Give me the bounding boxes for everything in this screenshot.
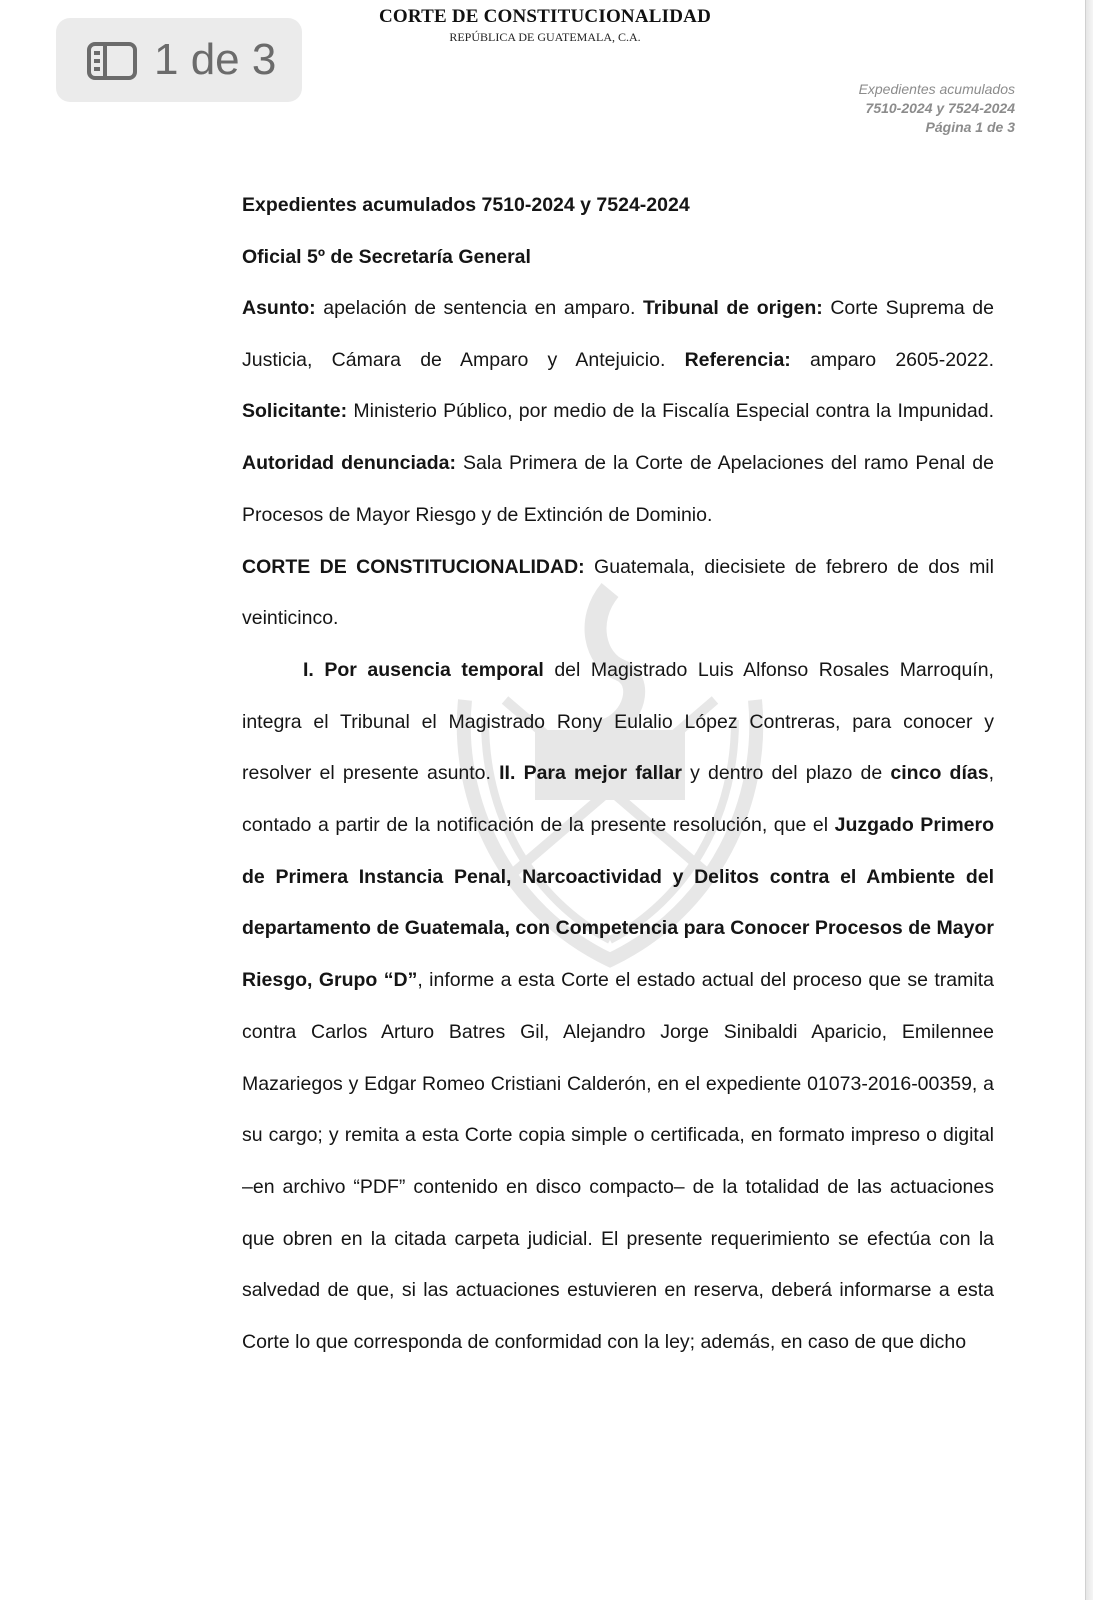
- p2-label: II. Para mejor fallar: [499, 762, 682, 785]
- p2-text-c: , informe a esta Corte el estado actual del proceso que se tramita contra Carlos Arturo Batres Gil, Alejandro Jorge Sinibaldi Aparicio, Emilennee Mazariegos y Edgar Romeo Cristiani Calderón, en el expediente 01073-2016-00359, a su cargo; y remita a esta Corte copia simple o certificada, en formato impreso o digital –en archivo “PDF” contenido en disco compacto– de la totalidad de las actuaciones que obren en la citada carpeta judicial. El presente requerimiento se efectúa con la salvedad de que, si las actuaciones estuvieren en reserva, deberá informarse a esta Corte lo que corresponda de conformidad con la ley; además, en caso de que dicho: [242, 969, 994, 1354]
- document-body: [242, 179, 994, 1369]
- tribunal-label: Tribunal de origen:: [642, 297, 823, 319]
- asunto-label: Asunto:: [242, 297, 316, 319]
- p2-text-b: , contado a partir de la notificación de la presente resolución, que el: [242, 762, 994, 837]
- p2-juzgado: Juzgado Primero de Primera Instancia Penal, Narcoactividad y Delitos contra el Ambiente del departamento de Guatemala, con Competencia para Conocer Procesos de Mayor Riesgo, Grupo “D”: [242, 814, 995, 992]
- heading-expedientes: Expedientes acumulados 7510-2024 y 7524-2024: [242, 194, 690, 216]
- autoridad-label: Autoridad denunciada:: [242, 452, 456, 475]
- dateline-text: Guatemala, diecisiete de febrero de dos mil veinticinco.: [242, 555, 994, 630]
- sidebar-toggle-icon[interactable]: [86, 41, 138, 81]
- court-subtitle: REPÚBLICA DE GUATEMALA, C.A.: [449, 30, 641, 44]
- referencia-text: amparo 2605-2022.: [790, 348, 994, 371]
- top-reference-line3: Página 1 de 3: [925, 119, 1015, 135]
- dateline: [242, 542, 994, 645]
- resolution-body: [242, 645, 994, 1369]
- p1-label: I. Por ausencia temporal: [303, 658, 544, 681]
- solicitante-text: Ministerio Público, por medio de la Fiscalía Especial contra la Impunidad.: [347, 400, 994, 423]
- referencia-label: Referencia:: [684, 348, 791, 371]
- case-summary: [242, 283, 994, 542]
- page-counter-text: 1 de 3: [154, 35, 277, 84]
- top-reference-line1: Expedientes acumulados: [858, 81, 1015, 97]
- court-title: CORTE DE CONSTITUCIONALIDAD: [378, 6, 711, 27]
- page-edge: [1085, 0, 1093, 1600]
- asunto-text: apelación de sentencia en amparo.: [315, 297, 643, 319]
- p1-text: del Magistrado Luis Alfonso Rosales Marroquín, integra el Tribunal el Magistrado Rony Eulalio López Contreras, para conocer y resolver el presente asunto.: [242, 658, 994, 785]
- solicitante-label: Solicitante:: [242, 400, 348, 423]
- dateline-label: CORTE DE CONSTITUCIONALIDAD:: [242, 555, 585, 578]
- p2-cinco-dias: cinco días: [890, 762, 989, 785]
- top-reference-line2: 7510-2024 y 7524-2024: [865, 100, 1015, 116]
- heading-oficial: Oficial 5º de Secretaría General: [242, 246, 531, 268]
- top-reference: [859, 80, 1015, 137]
- page-counter-badge[interactable]: [56, 18, 302, 102]
- p2-text-a: y dentro del plazo de: [681, 762, 891, 785]
- autoridad-text: Sala Primera de la Corte de Apelaciones del ramo Penal de Procesos de Mayor Riesgo y de Extinción de Dominio.: [242, 452, 994, 526]
- tribunal-text: Corte Suprema de Justicia, Cámara de Amparo y Antejuicio.: [242, 297, 994, 371]
